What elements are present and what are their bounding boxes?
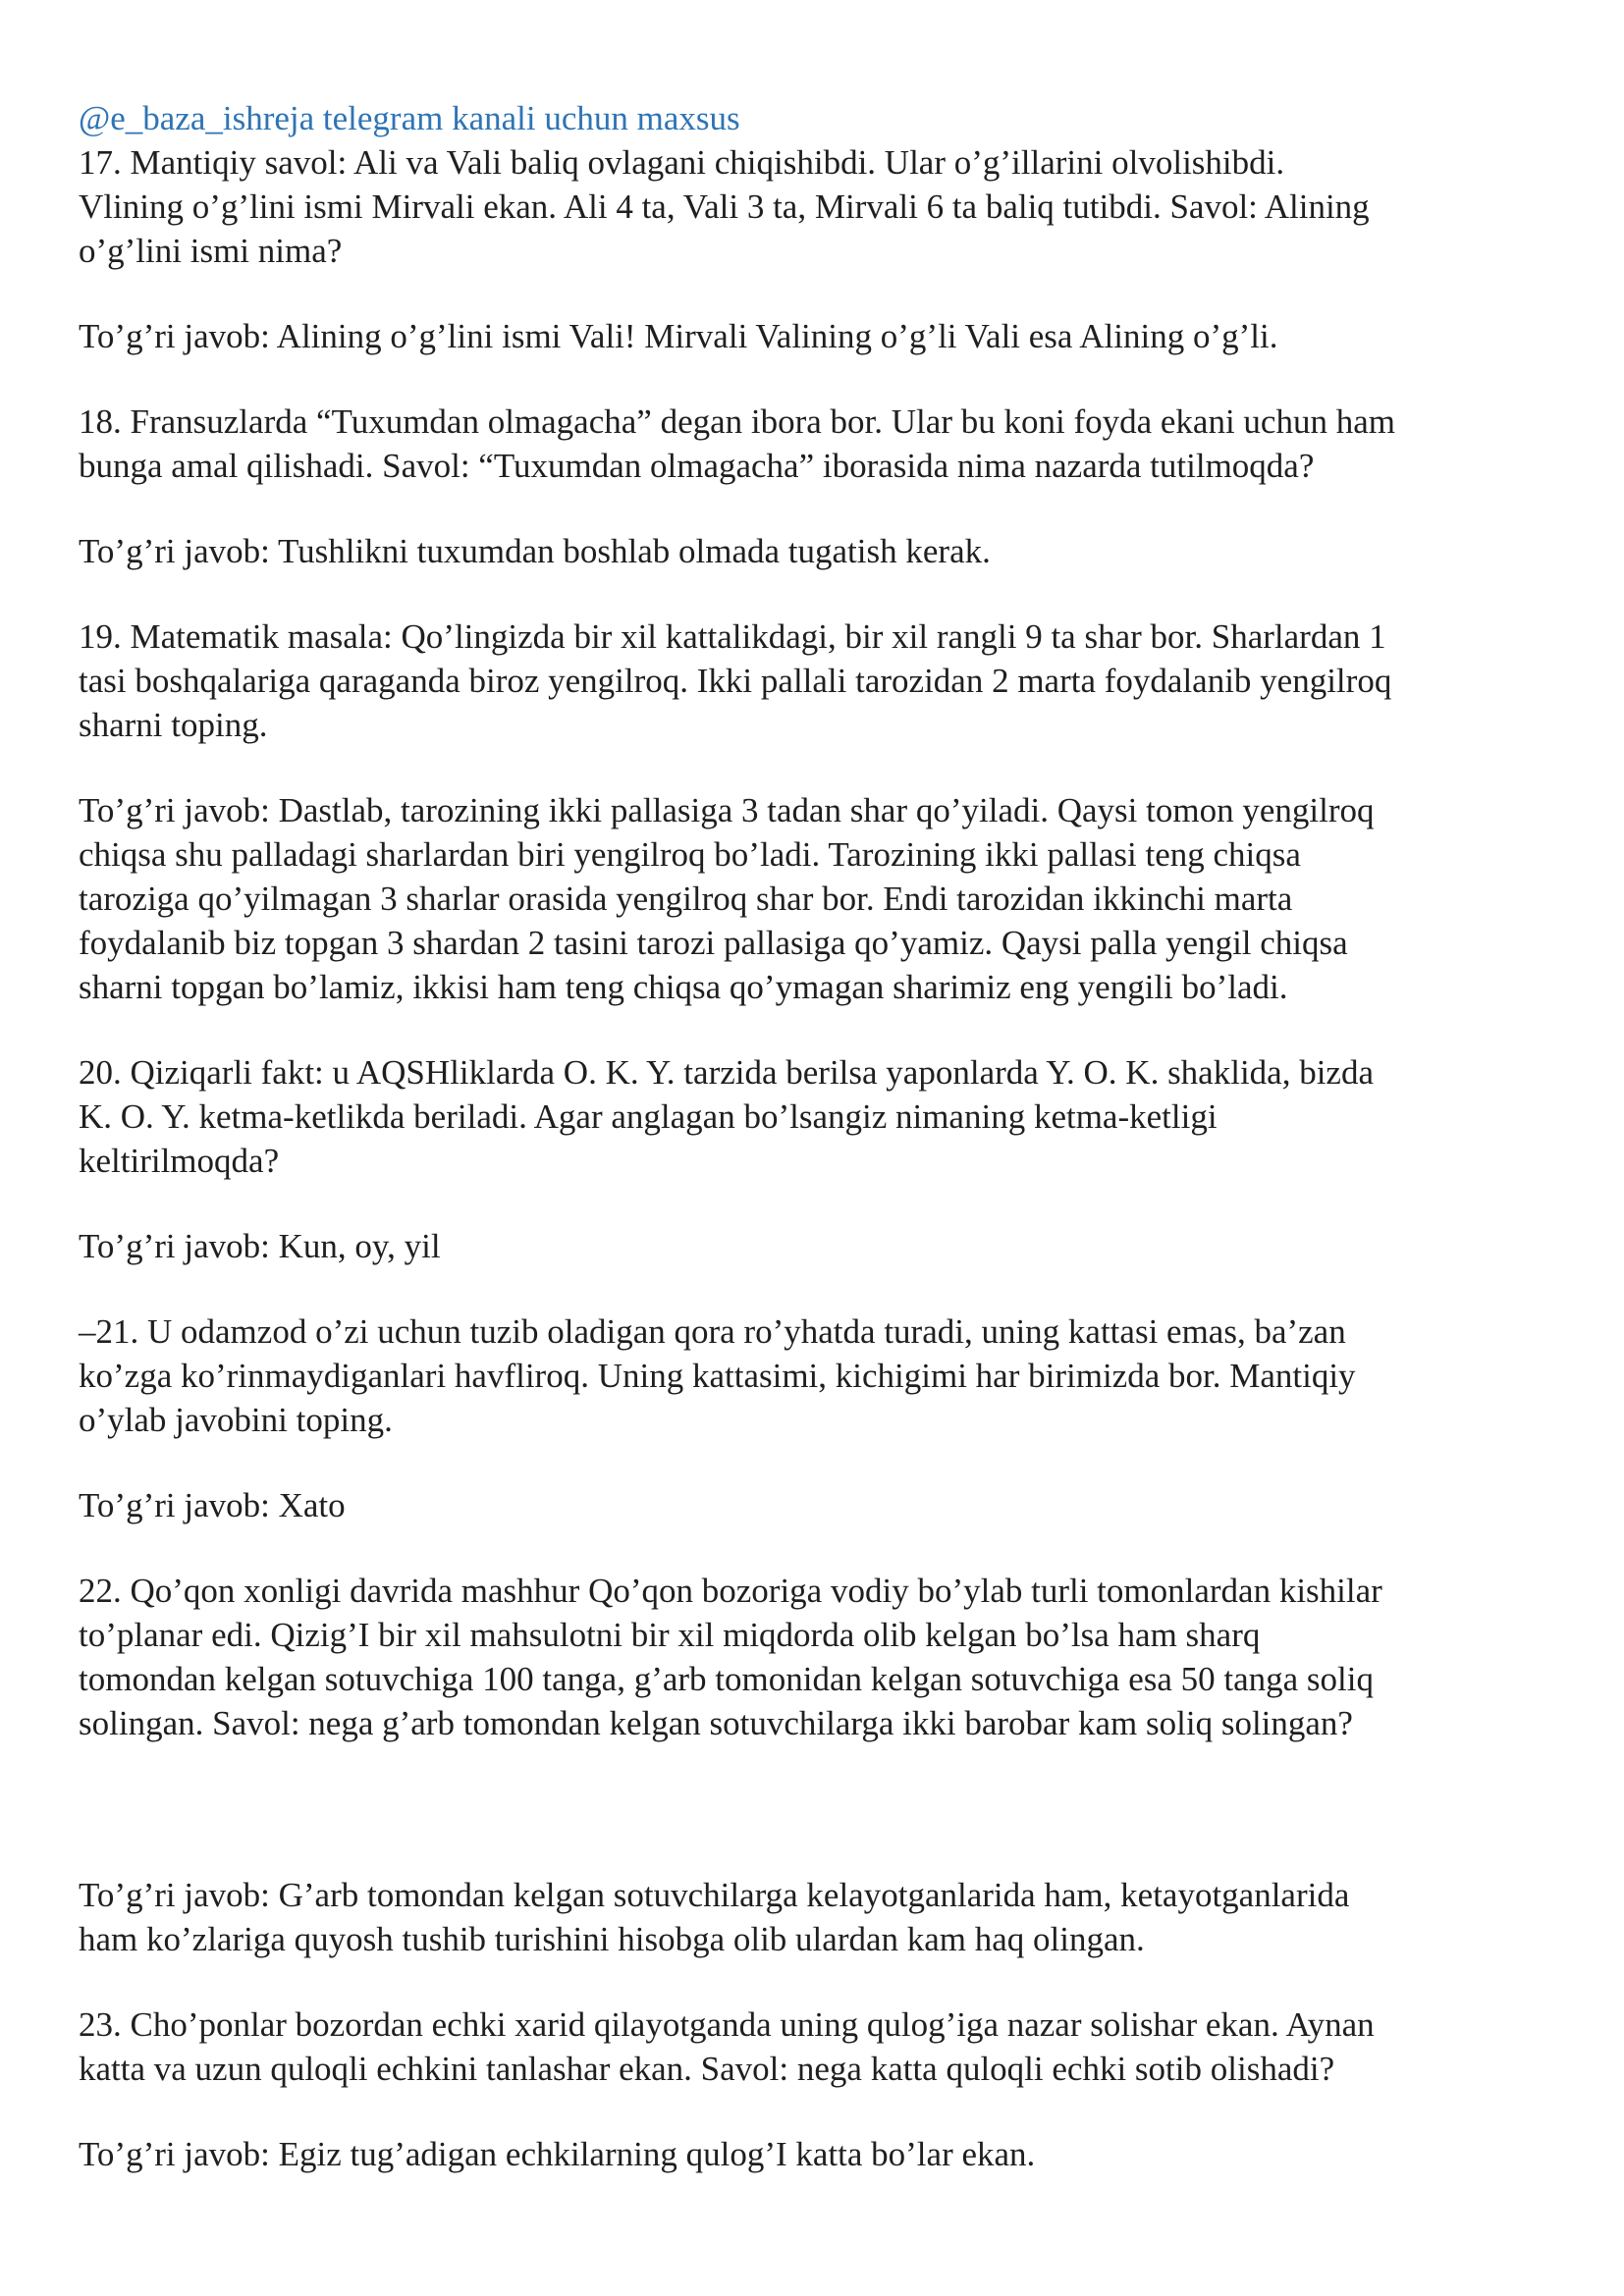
paragraph-spacer [79, 1268, 1571, 1309]
paragraph-spacer [79, 573, 1571, 614]
text-line: To’g’ri javob: Tushlikni tuxumdan boshlab olmada tugatish kerak. [79, 532, 991, 570]
text-line: 19. Matematik masala: Qo’lingizda bir xil kattalikdagi, bir xil rangli 9 ta shar bor. Sharlardan 1 [79, 617, 1386, 656]
paragraph-spacer [79, 1009, 1571, 1050]
paragraph-spacer [79, 1745, 1571, 1873]
paragraph [79, 400, 1571, 488]
document-body [79, 140, 1571, 2176]
text-line: Vlining o’g’lini ismi Mirvali ekan. Ali 4 ta, Vali 3 ta, Mirvali 6 ta baliq tutibdi. Savol: Alining [79, 187, 1370, 226]
text-line: 17. Mantiqiy savol: Ali va Vali baliq ovlagani chiqishibdi. Ular o’g’illarini olvolishibdi. [79, 143, 1285, 182]
paragraph [79, 140, 1571, 273]
paragraph-spacer [79, 488, 1571, 529]
paragraph [79, 2002, 1571, 2091]
text-line: To’g’ri javob: G’arb tomondan kelgan sotuvchilarga kelayotganlarida ham, ketayotganlarida [79, 1876, 1350, 1914]
text-line: foydalanib biz topgan 3 shardan 2 tasini tarozi pallasiga qo’yamiz. Qaysi palla yengil chiqsa [79, 924, 1348, 962]
text-line: tomondan kelgan sotuvchiga 100 tanga, g’arb tomonidan kelgan sotuvchiga esa 50 tanga soliq [79, 1660, 1374, 1698]
paragraph [79, 1483, 1571, 1527]
paragraph-spacer [79, 1527, 1571, 1569]
paragraph [79, 614, 1571, 747]
text-line: bunga amal qilishadi. Savol: “Tuxumdan olmagacha” iborasida nima nazarda tutilmoqda? [79, 447, 1315, 485]
paragraph-spacer [79, 747, 1571, 788]
paragraph [79, 1569, 1571, 1745]
text-line: To’g’ri javob: Alining o’g’lini ismi Vali! Mirvali Valining o’g’li Vali esa Alining o’g’li. [79, 317, 1278, 355]
text-line: To’g’ri javob: Egiz tug’adigan echkilarning qulog’I katta bo’lar ekan. [79, 2135, 1036, 2173]
paragraph [79, 529, 1571, 573]
text-line: solingan. Savol: nega g’arb tomondan kelgan sotuvchilarga ikki barobar kam soliq solingan? [79, 1704, 1353, 1742]
text-line: tasi boshqalariga qaraganda biroz yengilroq. Ikki pallali tarozidan 2 marta foydalanib yengilroq [79, 662, 1392, 700]
text-line: 18. Fransuzlarda “Tuxumdan olmagacha” degan ibora bor. Ular bu koni foyda ekani uchun ham [79, 402, 1395, 441]
paragraph [79, 1873, 1571, 1961]
text-line: ko’zga ko’rinmaydiganlari havfliroq. Uning kattasimi, kichigimi har birimizda bor. Mantiqiy [79, 1357, 1356, 1395]
text-line: 20. Qiziqarli fakt: u AQSHliklarda O. K. Y. tarzida berilsa yaponlarda Y. O. K. shaklida, bizda [79, 1053, 1374, 1092]
text-line: 22. Qo’qon xonligi davrida mashhur Qo’qon bozoriga vodiy bo’ylab turli tomonlardan kishilar [79, 1572, 1382, 1610]
paragraph [79, 2132, 1571, 2176]
text-line: 23. Cho’ponlar bozordan echki xarid qilayotganda uning qulog’iga nazar solishar ekan. Aynan [79, 2005, 1375, 2044]
text-line: ham ko’zlariga quyosh tushib turishini hisobga olib ulardan kam haq olingan. [79, 1920, 1145, 1958]
text-line: o’ylab javobini toping. [79, 1401, 393, 1439]
text-line: katta va uzun quloqli echkini tanlashar ekan. Savol: nega katta quloqli echki sotib olishadi? [79, 2050, 1335, 2088]
paragraph-spacer [79, 1961, 1571, 2002]
paragraph-spacer [79, 2091, 1571, 2132]
telegram-channel-link[interactable]: @e_baza_ishreja telegram kanali uchun maxsus [79, 99, 740, 137]
paragraph [79, 1309, 1571, 1442]
paragraph-spacer [79, 273, 1571, 314]
paragraph-spacer [79, 1442, 1571, 1483]
paragraph-spacer [79, 1183, 1571, 1224]
text-line: keltirilmoqda? [79, 1142, 280, 1180]
text-line: to’planar edi. Qizig’I bir xil mahsulotni bir xil miqdorda olib kelgan bo’lsa ham sharq [79, 1616, 1261, 1654]
text-line: sharni toping. [79, 706, 268, 744]
text-line: To’g’ri javob: Kun, oy, yil [79, 1227, 441, 1265]
text-line: –21. U odamzod o’zi uchun tuzib oladigan qora ro’yhatda turadi, uning kattasi emas, ba’zan [79, 1312, 1346, 1351]
paragraph [79, 1224, 1571, 1268]
text-line: K. O. Y. ketma-ketlikda beriladi. Agar anglagan bo’lsangiz nimaning ketma-ketligi [79, 1097, 1218, 1136]
text-line: To’g’ri javob: Xato [79, 1486, 346, 1524]
paragraph-spacer [79, 358, 1571, 400]
paragraph [79, 1050, 1571, 1183]
text-line: sharni topgan bo’lamiz, ikkisi ham teng chiqsa qo’ymagan sharimiz eng yengili bo’ladi. [79, 968, 1288, 1006]
text-line: taroziga qo’yilmagan 3 sharlar orasida yengilroq shar bor. Endi tarozidan ikkinchi marta [79, 880, 1293, 918]
paragraph [79, 314, 1571, 358]
text-line: To’g’ri javob: Dastlab, tarozining ikki pallasiga 3 tadan shar qo’yiladi. Qaysi tomon yengilroq [79, 791, 1375, 829]
text-line: o’g’lini ismi nima? [79, 232, 343, 270]
paragraph [79, 788, 1571, 1009]
document-page [79, 96, 1571, 2176]
text-line: chiqsa shu palladagi sharlardan biri yengilroq bo’ladi. Tarozining ikki pallasi teng chiqsa [79, 835, 1301, 874]
